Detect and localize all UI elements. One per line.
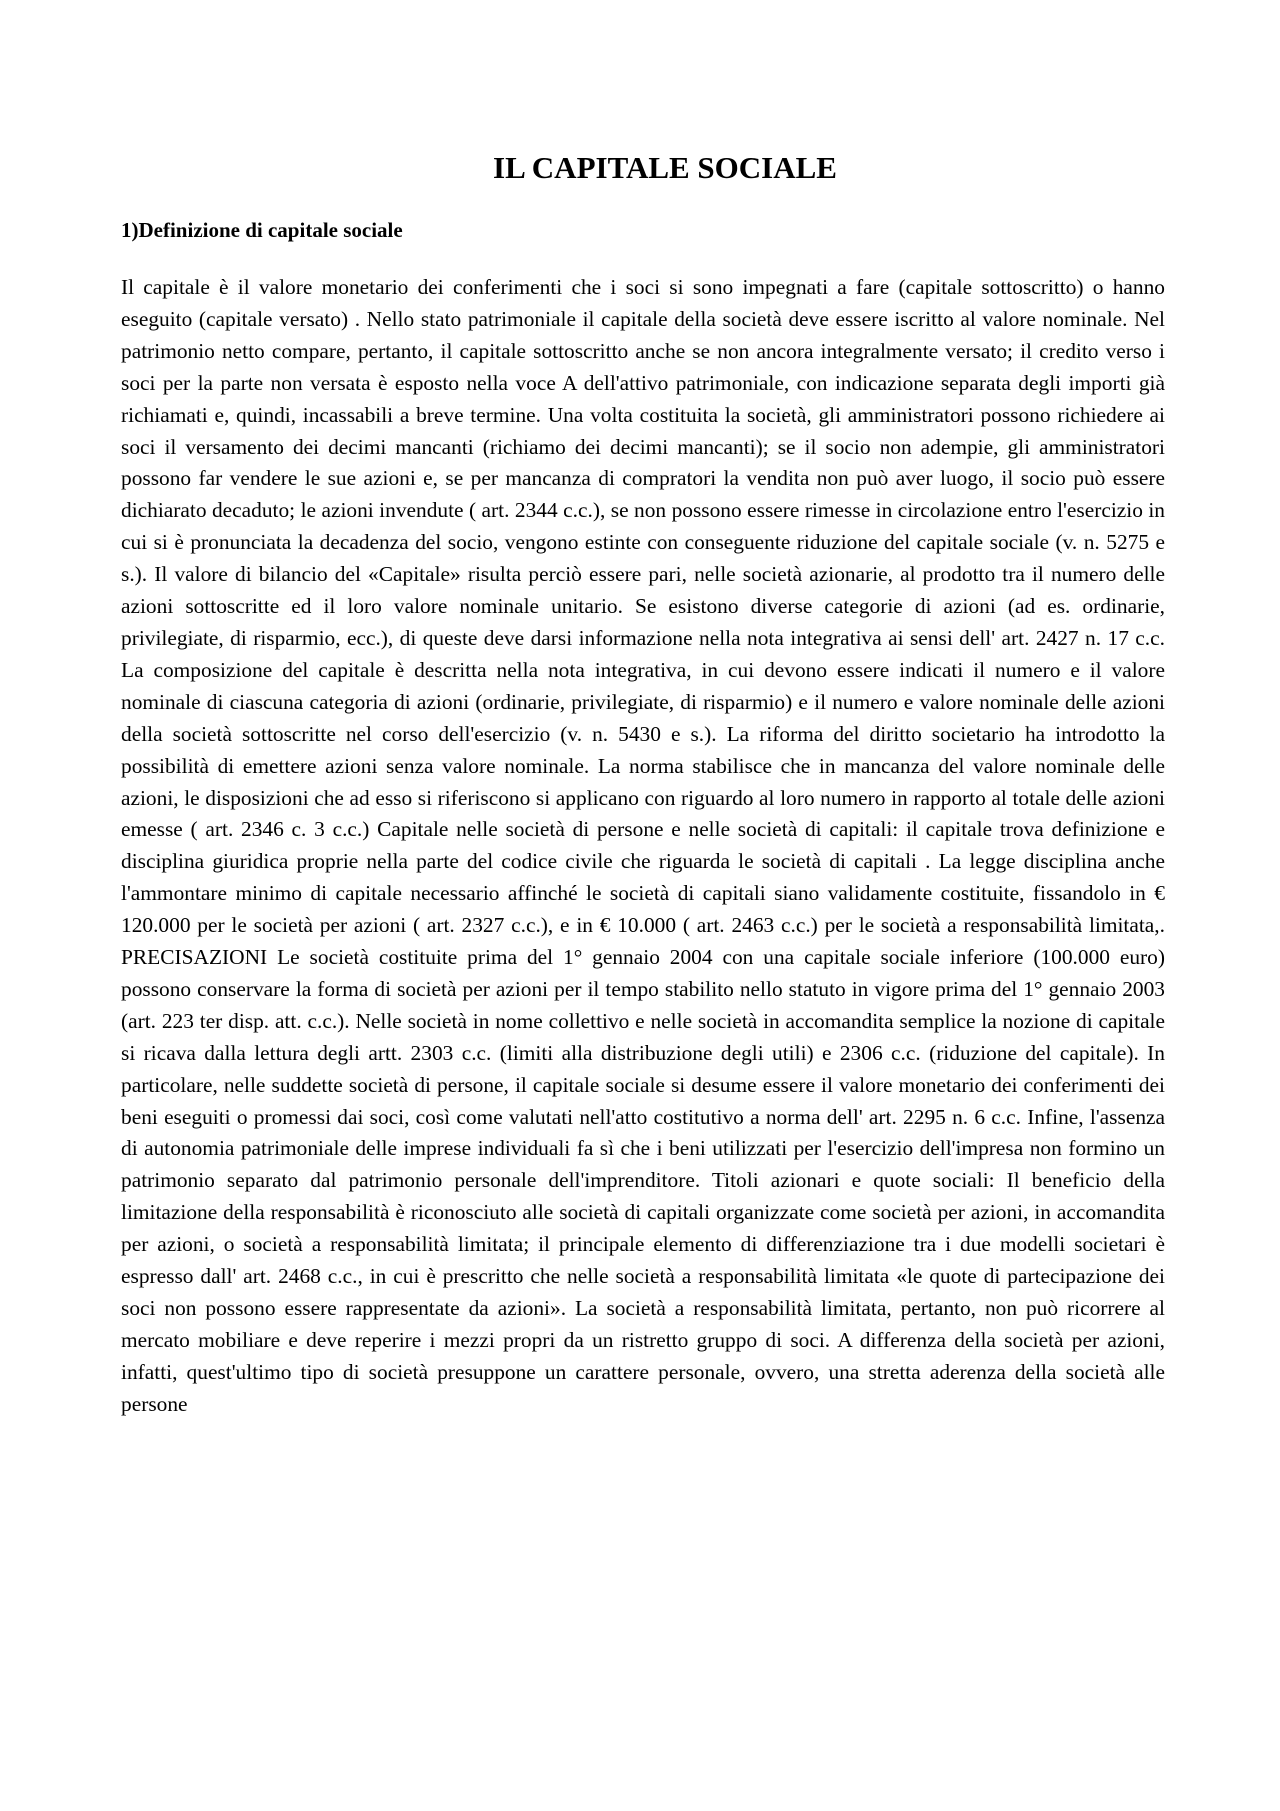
body-paragraph: Il capitale è il valore monetario dei conferimenti che i soci si sono impegnati a fare (capitale sottoscritto) o hanno eseguito (capitale versato) . Nello stato patrimoniale il capitale della società deve essere iscritto al valore nominale. Nel patrimonio netto compare, pertanto, il capitale sottoscritto anche se non ancora integralmente versato; il credito verso i soci per la parte non versata è esposto nella voce A dell'attivo patrimoniale, con indicazione separata degli importi già richiamati e, quindi, incassabili a breve termine. Una volta costituita la società, gli amministratori possono richiedere ai soci il versamento dei decimi mancanti (richiamo dei decimi mancanti); se il socio non adempie, gli amministratori possono far vendere le sue azioni e, se per mancanza di compratori la vendita non può aver luogo, il socio può essere dichiarato decaduto; le azioni invendute ( art. 2344 c.c.), se non possono essere rimesse in circolazione entro l'esercizio in cui si è pronunciata la decadenza del socio, vengono estinte con conseguente riduzione del capitale sociale (v. n. 5275 e s.). Il valore di bilancio del «Capitale» risulta perciò essere pari, nelle società azionarie, al prodotto tra il numero delle azioni sottoscritte ed il loro valore nominale unitario. Se esistono diverse categorie di azioni (ad es. ordinarie, privilegiate, di risparmio, ecc.), di queste deve darsi informazione nella nota integrativa ai sensi dell' art. 2427 n. 17 c.c. La composizione del capitale è descritta nella nota integrativa, in cui devono essere indicati il numero e il valore nominale di ciascuna categoria di azioni (ordinarie, privilegiate, di risparmio) e il numero e valore nominale delle azioni della società sottoscritte nel corso dell'esercizio (v. n. 5430 e s.). La riforma del diritto societario ha introdotto la possibilità di emettere azioni senza valore nominale. La norma stabilisce che in mancanza del valore nominale delle azioni, le disposizioni che ad esso si riferiscono si applicano con riguardo al loro numero in rapporto al totale delle azioni emesse ( art. 2346 c. 3 c.c.) Capitale nelle società di persone e nelle società di capitali: il capitale trova definizione e disciplina giuridica proprie nella parte del codice civile che riguarda le società di capitali . La legge disciplina anche l'ammontare minimo di capitale necessario affinché le società di capitali siano validamente costituite, fissandolo in € 120.000 per le società per azioni ( art. 2327 c.c.), e in € 10.000 ( art. 2463 c.c.) per le società a responsabilità limitata,. PRECISAZIONI Le società costituite prima del 1° gennaio 2004 con una capitale sociale inferiore (100.000 euro) possono conservare la forma di società per azioni per il tempo stabilito nello statuto in vigore prima del 1° gennaio 2003 (art. 223 ter disp. att. c.c.). Nelle società in nome collettivo e nelle società in accomandita semplice la nozione di capitale si ricava dalla lettura degli artt. 2303 c.c. (limiti alla distribuzione degli utili) e 2306 c.c. (riduzione del capitale). In particolare, nelle suddette società di persone, il capitale sociale si desume essere il valore monetario dei conferimenti dei beni eseguiti o promessi dai soci, così come valutati nell'atto costitutivo a norma dell' art. 2295 n. 6 c.c. Infine, l'assenza di autonomia patrimoniale delle imprese individuali fa sì che i beni utilizzati per l'esercizio dell'impresa non formino un patrimonio separato dal patrimonio personale dell'imprenditore. Titoli azionari e quote sociali: Il beneficio della limitazione della responsabilità è riconosciuto alle società di capitali organizzate come società per azioni, in accomandita per azioni, o società a responsabilità limitata; il principale elemento di differenziazione tra i due modelli societari è espresso dall' art. 2468 c.c., in cui è prescritto che nelle società a responsabilità limitata «le quote di partecipazione dei soci non possono essere rappresentate da azioni». La società a responsabilità limitata, pertanto, non può ricorrere al mercato mobiliare e deve reperire i mezzi propri da un ristretto gruppo di soci. A differenza della società per azioni, infatti, quest'ultimo tipo di società presuppone un carattere personale, ovvero, una stretta aderenza della società alle persone (121, 275, 1165, 1416)
section-heading: 1)Definizione di capitale sociale (121, 218, 403, 242)
page-title: IL CAPITALE SOCIALE (493, 150, 837, 185)
